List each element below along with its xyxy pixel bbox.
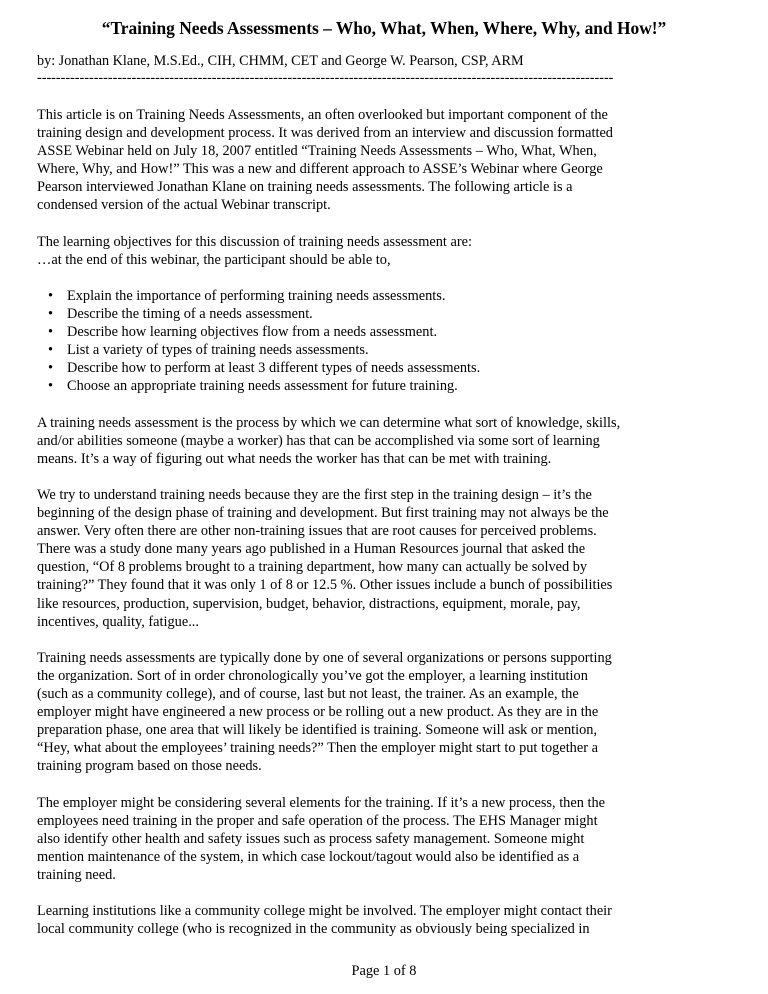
objectives-list — [37, 287, 731, 396]
text-line: local community college (who is recognized in the community as obviously being specialized in — [37, 921, 590, 938]
objective-text: Describe how learning objectives flow from a needs assessment. — [67, 324, 438, 341]
objective-list-item — [37, 323, 731, 341]
objective-list-item — [37, 359, 731, 377]
objective-list-item — [37, 341, 731, 359]
definition-paragraph — [37, 414, 731, 468]
text-line: training design and development process. It was derived from an interview and discussion formatted — [37, 125, 613, 142]
text-line: answer. Very often there are other non-training issues that are root causes for perceived problems. — [37, 523, 597, 540]
text-line: means. It’s a way of figuring out what needs the worker has that can be met with training. — [37, 450, 552, 467]
text-line: There was a study done many years ago published in a Human Resources journal that asked the — [37, 541, 586, 558]
text-line: the organization. Sort of in order chronologically you’ve got the employer, a learning institution — [37, 667, 588, 684]
text-line: training need. — [37, 866, 116, 883]
objectives-section — [37, 233, 731, 269]
text-line: training program based on those needs. — [37, 758, 262, 775]
bullet-icon: • — [48, 306, 54, 323]
text-line: ASSE Webinar held on July 18, 2007 entitled “Training Needs Assessments – Who, What, When, — [37, 143, 597, 160]
text-line: Pearson interviewed Jonathan Klane on training needs assessments. The following article is a — [37, 179, 573, 196]
text-line: beginning of the design phase of training and development. But first training may not always be the — [37, 505, 609, 522]
bullet-icon: • — [48, 342, 54, 359]
author-byline: by: Jonathan Klane, M.S.Ed., CIH, CHMM, CET and George W. Pearson, CSP, ARM — [37, 53, 524, 69]
bullet-icon: • — [48, 378, 54, 395]
dashed-separator: -------------------------------------------------------------------------------------------------------------------------- — [37, 70, 614, 86]
text-line: Learning institutions like a community college might be involved. The employer might contact their — [37, 903, 612, 920]
objective-text: Describe how to perform at least 3 different types of needs assessments. — [67, 360, 481, 377]
article-body — [37, 106, 731, 956]
objectives-intro-line: The learning objectives for this discussion of training needs assessment are: — [37, 233, 472, 250]
text-line: This article is on Training Needs Assessments, an often overlooked but important component of the — [37, 107, 608, 123]
objectives-intro-line: …at the end of this webinar, the participant should be able to, — [37, 251, 391, 268]
text-line: and/or abilities someone (maybe a worker) has that can be accomplished via some sort of learning — [37, 432, 600, 449]
text-line: incentives, quality, fatigue... — [37, 613, 199, 630]
text-line: We try to understand training needs because they are the first step in the training design – it’s the — [37, 486, 592, 503]
text-line: like resources, production, supervision, budget, behavior, distractions, equipment, morale, pay, — [37, 595, 581, 612]
text-line: Training needs assessments are typically done by one of several organizations or persons supporting — [37, 649, 612, 666]
text-line: preparation phase, one area that will likely be identified is training. Someone will ask or mention, — [37, 722, 598, 739]
text-line: The employer might be considering several elements for the training. If it’s a new process, then the — [37, 794, 605, 811]
bullet-icon: • — [48, 360, 54, 377]
objective-list-item — [37, 287, 731, 305]
text-line: condensed version of the actual Webinar transcript. — [37, 197, 331, 214]
text-line: A training needs assessment is the process by which we can determine what sort of knowledge, skills, — [37, 414, 621, 431]
text-line: mention maintenance of the system, in which case lockout/tagout would also be identified as a — [37, 848, 580, 865]
text-line: employees need training in the proper and safe operation of the process. The EHS Manager might — [37, 812, 598, 829]
institution-paragraph — [37, 902, 731, 938]
text-line: (such as a community college), and of course, last but not least, the trainer. As an example, the — [37, 686, 579, 702]
text-line: employer might have engineered a new process or be rolling out a new product. As they are in the — [37, 704, 599, 721]
text-line: training?” They found that it was only 1 of 8 or 12.5 %. Other issues include a bunch of possibilities — [37, 577, 613, 594]
objective-text: List a variety of types of training needs assessments. — [67, 342, 369, 359]
intro-paragraph — [37, 106, 731, 215]
bullet-icon: • — [48, 324, 54, 341]
employer-paragraph — [37, 794, 731, 884]
text-line: also identify other health and safety issues such as process safety management. Someone might — [37, 830, 585, 847]
text-line: “Hey, what about the employees’ training needs?” Then the employer might start to put together a — [37, 740, 598, 757]
objective-text: Describe the timing of a needs assessment. — [67, 306, 313, 323]
page-number-footer: Page 1 of 8 — [351, 963, 417, 979]
objective-text: Explain the importance of performing training needs assessments. — [67, 287, 446, 304]
who-paragraph — [37, 649, 731, 776]
text-line: Where, Why, and How!” This was a new and different approach to ASSE’s Webinar where George — [37, 161, 603, 178]
bullet-icon: • — [48, 287, 54, 304]
objective-list-item — [37, 377, 731, 395]
text-line: question, “Of 8 problems brought to a training department, how many can actually be solved by — [37, 559, 588, 576]
why-paragraph — [37, 486, 731, 631]
article-title: “Training Needs Assessments – Who, What, When, Where, Why, and How!” — [101, 18, 667, 38]
objective-text: Choose an appropriate training needs assessment for future training. — [67, 378, 458, 395]
objective-list-item — [37, 305, 731, 323]
